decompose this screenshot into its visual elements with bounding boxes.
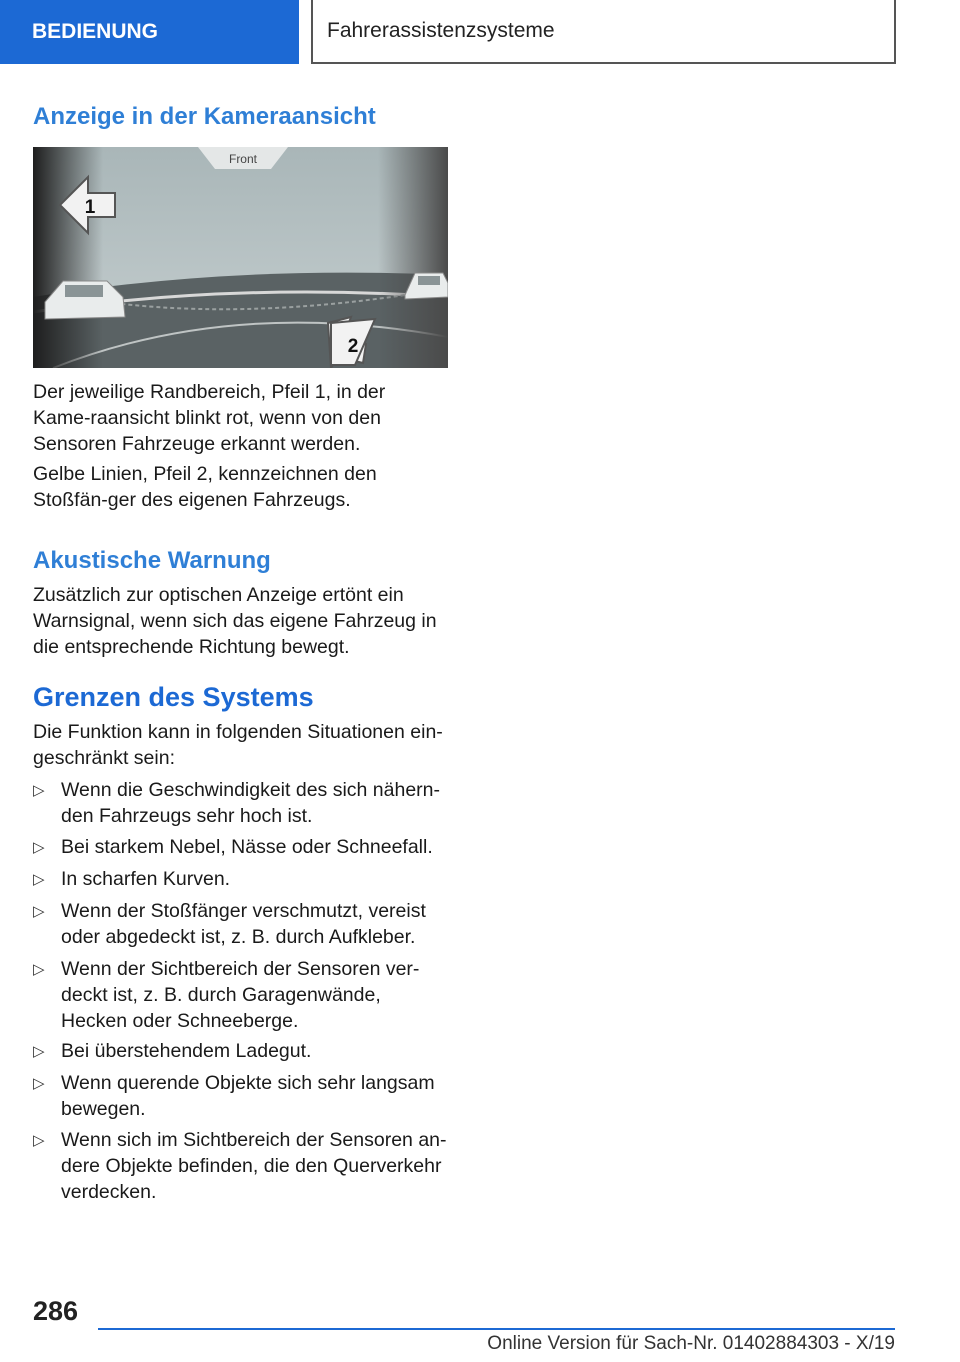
front-label: Front: [228, 152, 258, 166]
list-item: [33, 777, 448, 829]
list-item: [33, 1127, 448, 1205]
list-item-text: Wenn sich im Sichtbereich der Sensoren an-dere Objekte befinden, die den Querverkehr verdecken.: [61, 1129, 447, 1203]
footer-divider: [98, 1328, 895, 1330]
list-item: [33, 834, 448, 860]
heading-acoustic-warning: Akustische Warnung: [33, 547, 271, 574]
online-version-note: Online Version für Sach-Nr. 01402884303 - X/19: [487, 1333, 895, 1354]
list-item-text: Wenn der Sichtbereich der Sensoren ver-deckt ist, z. B. durch Garagenwände, Hecken oder Schneeberge.: [61, 958, 420, 1032]
bullet-triangle-icon: ▷: [33, 903, 45, 920]
heading-camera-view: Anzeige in der Kameraansicht: [33, 103, 376, 130]
list-item: [33, 1070, 448, 1122]
list-item-text: Wenn querende Objekte sich sehr langsam bewegen.: [61, 1072, 435, 1120]
bullet-triangle-icon: ▷: [33, 839, 45, 856]
list-item: [33, 956, 448, 1034]
list-item: [33, 866, 448, 892]
bullet-triangle-icon: ▷: [33, 1043, 45, 1060]
list-item-text: Bei überstehendem Ladegut.: [61, 1040, 312, 1062]
bullet-triangle-icon: ▷: [33, 961, 45, 978]
limits-intro: Die Funktion kann in folgenden Situationen ein-geschränkt sein:: [33, 721, 443, 769]
list-item-text: Bei starkem Nebel, Nässe oder Schneefall.: [61, 836, 433, 858]
callout-2-label: 2: [347, 336, 359, 357]
list-item-text: In scharfen Kurven.: [61, 868, 231, 890]
list-item-text: Wenn der Stoßfänger verschmutzt, vereist oder abgedeckt ist, z. B. durch Aufkleber.: [61, 900, 426, 948]
page-number: 286: [33, 1296, 79, 1326]
section-tab[interactable]: BEDIENUNG: [0, 0, 299, 64]
bullet-triangle-icon: ▷: [33, 782, 45, 799]
list-item: [33, 898, 448, 950]
bullet-triangle-icon: ▷: [33, 1132, 45, 1149]
callout-1-label: 1: [84, 197, 96, 218]
camera-para-1: Der jeweilige Randbereich, Pfeil 1, in der Kame-raansicht blinkt rot, wenn von den Sensoren Fahrzeuge erkannt werden.: [33, 381, 386, 455]
camera-para-2: Gelbe Linien, Pfeil 2, kennzeichnen den Stoßfän-ger des eigenen Fahrzeugs.: [33, 463, 377, 511]
list-item: [33, 1038, 448, 1064]
list-item-text: Wenn die Geschwindigkeit des sich nähern-den Fahrzeugs sehr hoch ist.: [61, 779, 441, 827]
acoustic-para: Zusätzlich zur optischen Anzeige ertönt ein Warnsignal, wenn sich das eigene Fahrzeug in die entsprechende Richtung bewegt.: [33, 584, 437, 658]
chapter-title: Fahrerassistenzsysteme: [311, 0, 896, 64]
bullet-triangle-icon: ▷: [33, 1075, 45, 1092]
heading-system-limits: Grenzen des Systems: [33, 682, 314, 712]
camera-view-figure: [33, 147, 448, 368]
bullet-triangle-icon: ▷: [33, 871, 45, 888]
